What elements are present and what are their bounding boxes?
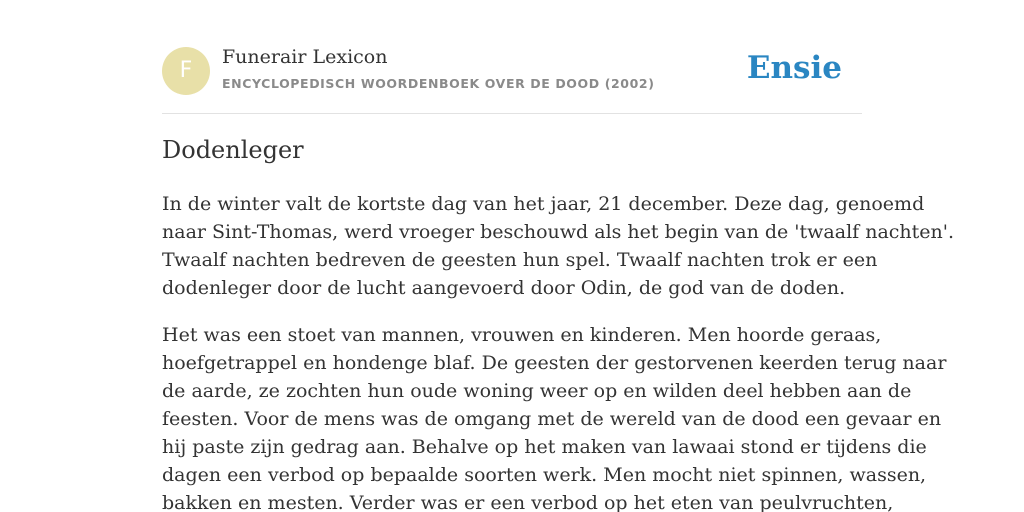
entry-content (162, 190, 955, 512)
paragraph-line: bakken en mesten. Verder was er een verbod op het eten van peulvruchten, (162, 492, 894, 512)
paragraph-line: dodenleger door de lucht aangevoerd door Odin, de god van de doden. (162, 277, 846, 299)
paragraph-line: de aarde, ze zochten hun oude woning weer op en wilden deel hebben aan de (162, 380, 912, 402)
paragraph-line: dagen een verbod op bepaalde soorten werk. Men mocht niet spinnen, wassen, (162, 464, 927, 486)
lexicon-header (162, 46, 862, 96)
paragraph-line: Het was een stoet van mannen, vrouwen en kinderen. Men hoorde geraas, (162, 324, 882, 346)
entry-paragraph-2 (162, 321, 947, 512)
paragraph-line: Twaalf nachten bedreven de geesten hun spel. Twaalf nachten trok er een (162, 249, 878, 271)
paragraph-line: hij paste zijn gedrag aan. Behalve op het maken van lawaai stond er tijdens die (162, 436, 927, 458)
ensie-logo[interactable]: Ensie (746, 50, 842, 86)
lexicon-title-link[interactable]: Funerair Lexicon (222, 46, 388, 68)
entry-title: Dodenleger (162, 136, 304, 164)
lexicon-subtitle: ENCYCLOPEDISCH WOORDENBOEK OVER DE DOOD (2002) (222, 76, 655, 91)
paragraph-line: hoefgetrappel en hondenge blaf. De geesten der gestorvenen keerden terug naar (162, 352, 947, 374)
entry-paragraph-1 (162, 190, 955, 302)
paragraph-line: naar Sint-Thomas, werd vroeger beschouwd als het begin van de 'twaalf nachten'. (162, 221, 955, 243)
paragraph-line: In de winter valt de kortste dag van het jaar, 21 december. Deze dag, genoemd (162, 193, 925, 215)
header-divider (162, 113, 862, 114)
paragraph-line: feesten. Voor de mens was de omgang met de wereld van de dood een gevaar en (162, 408, 942, 430)
lexicon-avatar[interactable]: F (162, 47, 210, 95)
